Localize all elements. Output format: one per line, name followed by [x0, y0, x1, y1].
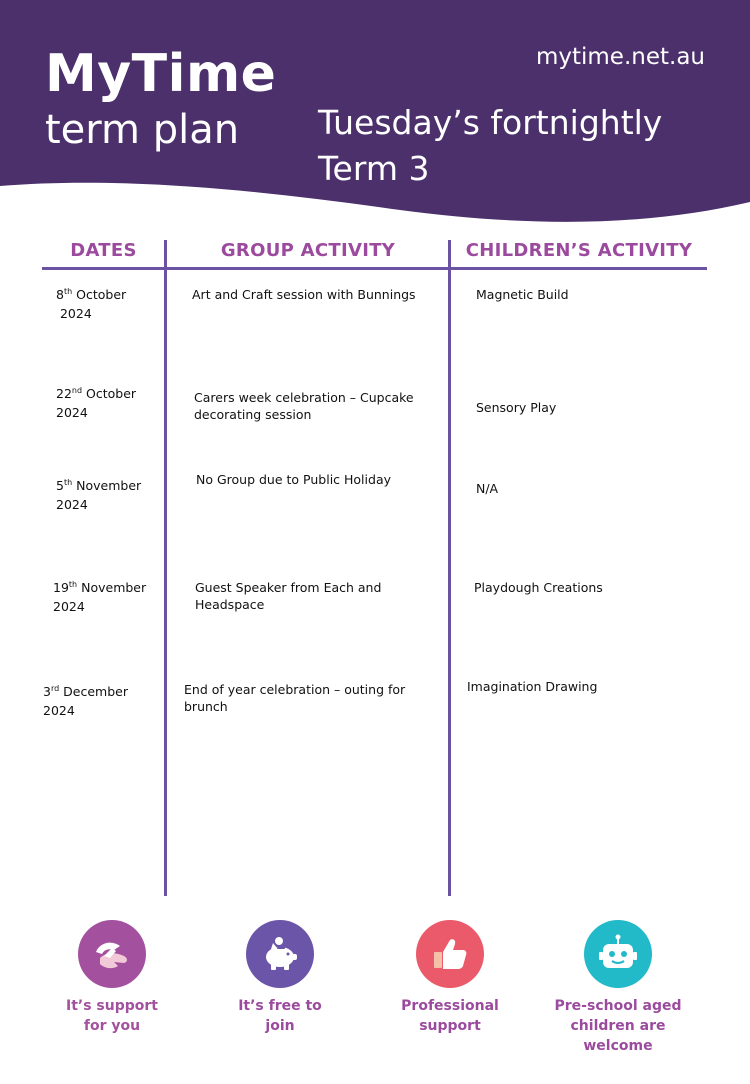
plan-heading: [318, 100, 662, 192]
row-4-group-activity: Guest Speaker from Each and Headspace: [195, 580, 382, 612]
piggy-bank-icon: [246, 920, 314, 988]
column-divider-2: [448, 240, 451, 896]
helping-hands-icon: [78, 920, 146, 988]
row-1-group-activity: Art and Craft session with Bunnings: [192, 287, 416, 302]
feature-free-label: It’s free to join: [238, 998, 322, 1034]
row-4-childrens-activity: Playdough Creations: [474, 580, 603, 595]
plan-title: Tuesday’s fortnightly: [318, 103, 663, 142]
feature-professional-label: Professional support: [401, 998, 499, 1034]
row-5-childrens-activity: Imagination Drawing: [467, 679, 598, 694]
childrens-activity-column-header: CHILDREN’S ACTIVITY: [465, 240, 693, 261]
row-3-childrens-activity: N/A: [476, 481, 499, 496]
site-url: mytime.net.au: [535, 44, 705, 70]
feature-support: [37, 920, 187, 1036]
plan-term: Term 3: [318, 149, 430, 188]
row-2-group-activity: Carers week celebration – Cupcake decorating session: [194, 390, 414, 422]
row-4-date: 19th November 2024: [53, 579, 147, 614]
column-divider-1: [164, 240, 167, 896]
row-2-childrens-activity: Sensory Play: [476, 400, 557, 415]
header-divider: [42, 267, 707, 270]
brand-subtitle: term plan: [45, 107, 240, 153]
row-3-date: 5th November 2024: [56, 477, 142, 512]
robot-face-icon: [584, 920, 652, 988]
brand-name: MyTime: [45, 44, 277, 104]
group-activity-column-header: GROUP ACTIVITY: [220, 240, 396, 261]
dates-column-header: DATES: [70, 240, 137, 261]
row-1-childrens-activity: Magnetic Build: [476, 287, 569, 302]
feature-preschool: [543, 920, 693, 1056]
row-1-date: 8th October 2024: [56, 286, 127, 321]
row-2-date: 22nd October 2024: [56, 385, 137, 420]
feature-free: [205, 920, 355, 1036]
row-5-date: 3rd December 2024: [43, 683, 128, 718]
feature-professional: [375, 920, 525, 1036]
feature-preschool-label: Pre-school aged children are welcome: [554, 998, 682, 1054]
thumbs-up-icon: [416, 920, 484, 988]
brand-title: [45, 44, 277, 153]
row-3-group-activity: No Group due to Public Holiday: [196, 472, 391, 487]
row-5-group-activity: End of year celebration – outing for brunch: [184, 682, 406, 714]
feature-support-label: It’s support for you: [66, 998, 158, 1034]
